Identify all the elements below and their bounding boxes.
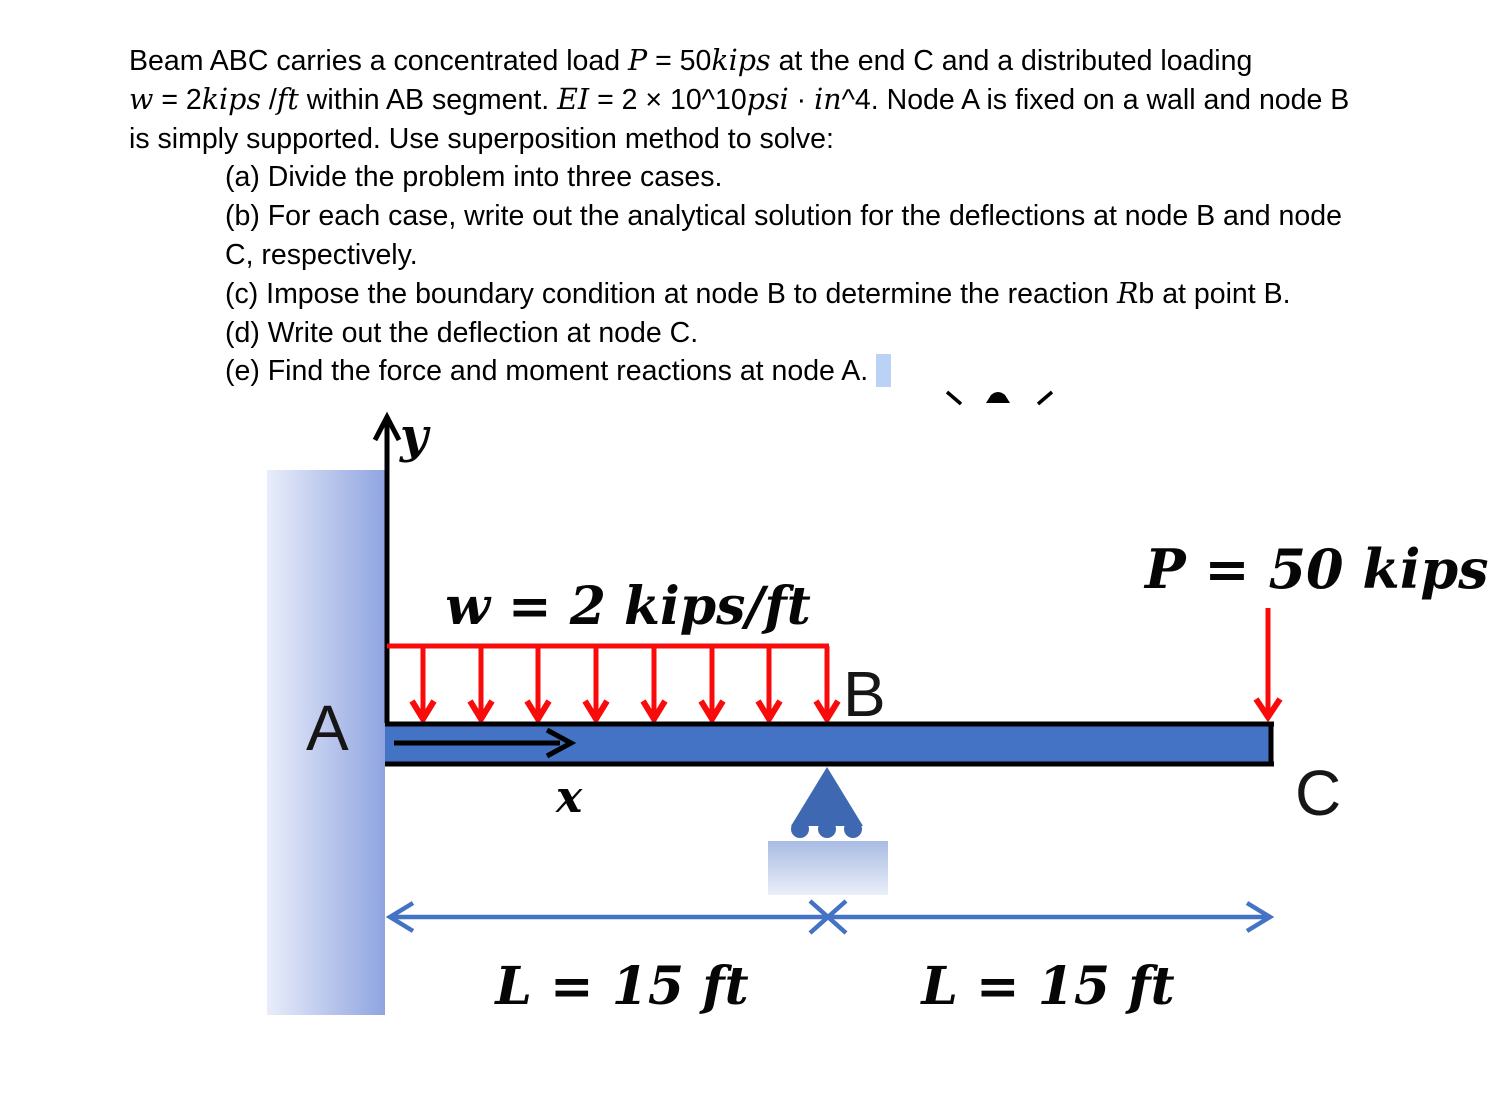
text-segment: ft (276, 82, 299, 116)
support-ground-block (768, 841, 888, 895)
text-segment: ^4. Node A is fixed on a wall and node B (841, 83, 1350, 116)
dimension-right-label: L = 15 ft (921, 956, 1175, 1017)
text-segment: · (788, 83, 815, 116)
stray-marks (947, 392, 1052, 404)
text-segment: = 50 (647, 45, 712, 77)
distributed-load (387, 646, 838, 719)
stray-hat-mark (986, 392, 1010, 403)
support-b (791, 767, 863, 838)
support-triangle (791, 767, 863, 826)
stray-slash-mark (1038, 392, 1052, 404)
text-segment: (a) Divide the problem into three cases. (225, 161, 723, 194)
point-load-arrow (1256, 608, 1280, 717)
point-load-label: P = 50 kips (1145, 537, 1489, 601)
x-axis-label: x (556, 772, 583, 823)
text-segment: P (628, 44, 648, 77)
text-segment: (d) Write out the deflection at node C. (225, 316, 699, 349)
text-segment: w (129, 82, 154, 116)
support-roller (818, 820, 836, 838)
distributed-load-label: w = 2 kips/ft (445, 576, 811, 637)
distributed-load-arrows (412, 646, 838, 719)
y-axis-label: y (400, 408, 428, 464)
text-segment: kips (201, 82, 262, 116)
text-segment: (c) Impose the boundary condition at node B to determine the reaction (225, 277, 1117, 310)
text-segment: (e) Find the force and moment reactions at node A. (225, 355, 869, 388)
text-segment: psi (746, 82, 789, 116)
text-segment: is simply supported. Use superposition method to solve: (129, 122, 834, 155)
support-roller (791, 820, 809, 838)
text-segment: b at point B. (1138, 277, 1291, 310)
dimension-left-label: L = 15 ft (495, 956, 749, 1017)
dimension-line (390, 901, 1270, 933)
node-b-label: B (843, 658, 886, 730)
text-segment: at the end C and a distributed loading (770, 45, 1253, 77)
text-segment: = 2 (153, 83, 202, 116)
support-roller (844, 820, 862, 838)
text-segment: (b) For each case, write out the analytical solution for the deflections at node B and node (225, 200, 1342, 233)
text-segment: C, respectively. (225, 238, 418, 271)
text-segment: within AB segment. (298, 83, 558, 116)
text-segment: kips (711, 44, 771, 77)
text-segment: EI (557, 82, 590, 116)
text-segment: / (261, 83, 277, 116)
text-segment: R (1116, 276, 1139, 310)
text-segment: = 2 × 10^10 (589, 83, 747, 116)
node-a-label: A (306, 692, 349, 764)
text-segment: Beam ABC carries a concentrated load (129, 45, 629, 77)
node-c-label: C (1295, 757, 1342, 829)
stray-backslash-mark (947, 392, 961, 404)
text-segment: in (814, 82, 842, 116)
